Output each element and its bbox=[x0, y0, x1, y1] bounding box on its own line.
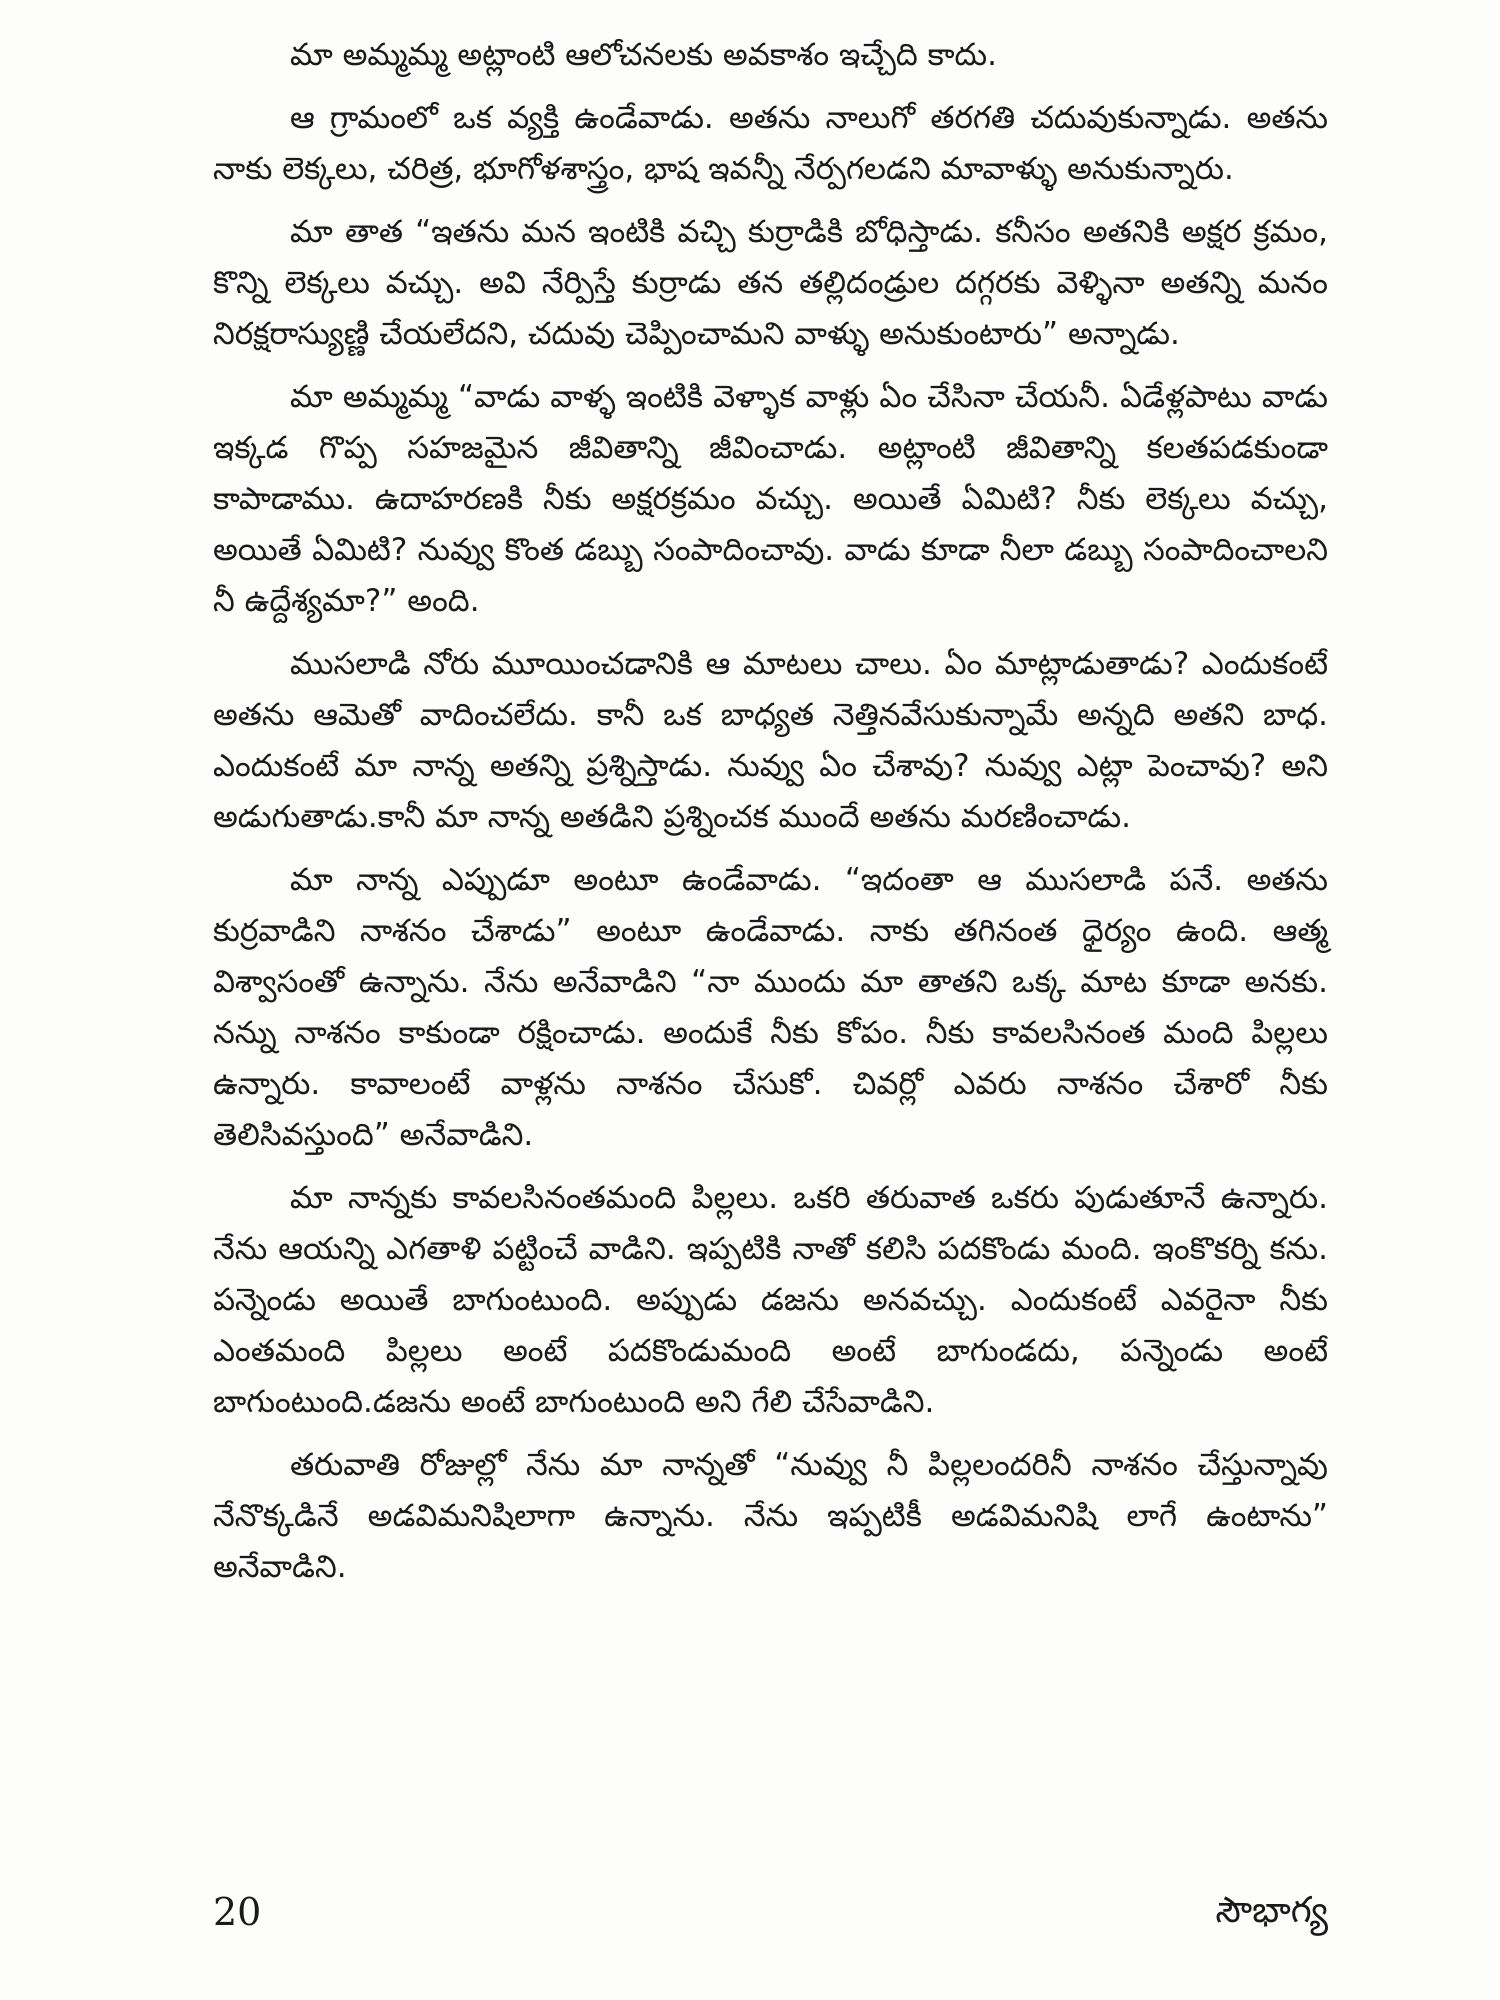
paragraph: మా అమ్మమ్మ అట్లాంటి ఆలోచనలకు అవకాశం ఇచ్చేది కాదు. bbox=[290, 37, 997, 73]
paragraph: మా అమ్మమ్మ “వాడు వాళ్ళ ఇంటికి వెళ్ళాక వాళ్లు ఏం చేసినా చేయనీ. ఏడేళ్లపాటు వాడు ఇక్కడ గొప్ప సహజమైన జీవితాన్ని జీవించాడు. అట్లాంటి జీవితాన్ని కలతపడకుండా కాపాడాము. ఉదాహరణకి నీకు అక్షరక్రమం వచ్చు. అయితే ఏమిటి? నీకు లెక్కలు వచ్చు, అయితే ఏమిటి? నువ్వు కొంత డబ్బు సంపాదించావు. వాడు కూడా నీలా డబ్బు సంపాదించాలని నీ ఉద్దేశ్యమా?” అంది. bbox=[213, 379, 1328, 619]
paragraph: ముసలాడి నోరు మూయించడానికి ఆ మాటలు చాలు. ఏం మాట్లాడుతాడు? ఎందుకంటే అతను ఆమెతో వాదించలేదు. కానీ ఒక బాధ్యత నెత్తినవేసుకున్నామే అన్నది అతని బాధ. ఎందుకంటే మా నాన్న అతన్ని ప్రశ్నిస్తాడు. నువ్వు ఏం చేశావు? నువ్వు ఎట్లా పెంచావు? అని అడుగుతాడు.కానీ మా నాన్న అతడిని ప్రశ్నించక ముందే అతను మరణించాడు. bbox=[213, 646, 1328, 835]
page-footer bbox=[213, 1890, 1328, 1950]
page-number: 20 bbox=[213, 1890, 262, 1934]
paragraph: మా నాన్నకు కావలసినంతమంది పిల్లలు. ఒకరి తరువాత ఒకరు పుడుతూనే ఉన్నారు. నేను ఆయన్ని ఎగతాళి పట్టించే వాడిని. ఇప్పటికి నాతో కలిసి పదకొండు మంది. ఇంకొకర్ని కను. పన్నెండు అయితే బాగుంటుంది. అప్పుడు డజను అనవచ్చు. ఎందుకంటే ఎవరైనా నీకు ఎంతమంది పిల్లలు అంటే పదకొండుమంది అంటే బాగుండదు, పన్నెండు అంటే బాగుంటుంది.డజను అంటే బాగుంటుంది అని గేలి చేసేవాడిని. bbox=[213, 1180, 1328, 1420]
book-title: సౌభాగ్య bbox=[1215, 1890, 1328, 1931]
paragraph: మా తాత “ఇతను మన ఇంటికి వచ్చి కుర్రాడికి బోధిస్తాడు. కనీసం అతనికి అక్షర క్రమం, కొన్ని లెక్కలు వచ్చు. అవి నేర్పిస్తే కుర్రాడు తన తల్లిదండ్రుల దగ్గరకు వెళ్ళినా అతన్ని మనం నిరక్షరాస్యుణ్ణి చేయలేదని, చదువు చెప్పించామని వాళ్ళు అనుకుంటారు” అన్నాడు. bbox=[213, 214, 1328, 352]
paragraph: మా నాన్న ఎప్పుడూ అంటూ ఉండేవాడు. “ఇదంతా ఆ ముసలాడి పనే. అతను కుర్రవాడిని నాశనం చేశాడు” అంటూ ఉండేవాడు. నాకు తగినంత ధైర్యం ఉంది. ఆత్మ విశ్వాసంతో ఉన్నాను. నేను అనేవాడిని “నా ముందు మా తాతని ఒక్క మాట కూడా అనకు. నన్ను నాశనం కాకుండా రక్షించాడు. అందుకే నీకు కోపం. నీకు కావలసినంత మంది పిల్లలు ఉన్నారు. కావాలంటే వాళ్లను నాశనం చేసుకో. చివర్లో ఎవరు నాశనం చేశారో నీకు తెలిసివస్తుంది” అనేవాడిని. bbox=[213, 862, 1328, 1153]
paragraph: తరువాతి రోజుల్లో నేను మా నాన్నతో “నువ్వు నీ పిల్లలందరినీ నాశనం చేస్తున్నావు నేనొక్కడినే అడవిమనిషిలాగా ఉన్నాను. నేను ఇప్పటికీ అడవిమనిషి లాగే ఉంటాను” అనేవాడిని. bbox=[213, 1447, 1328, 1585]
paragraph: ఆ గ్రామంలో ఒక వ్యక్తి ఉండేవాడు. అతను నాలుగో తరగతి చదువుకున్నాడు. అతను నాకు లెక్కలు, చరిత్ర, భూగోళశాస్త్రం, భాష ఇవన్నీ నేర్పగలడని మావాళ్ళు అనుకున్నారు. bbox=[213, 100, 1328, 187]
body-text bbox=[213, 30, 1328, 1605]
